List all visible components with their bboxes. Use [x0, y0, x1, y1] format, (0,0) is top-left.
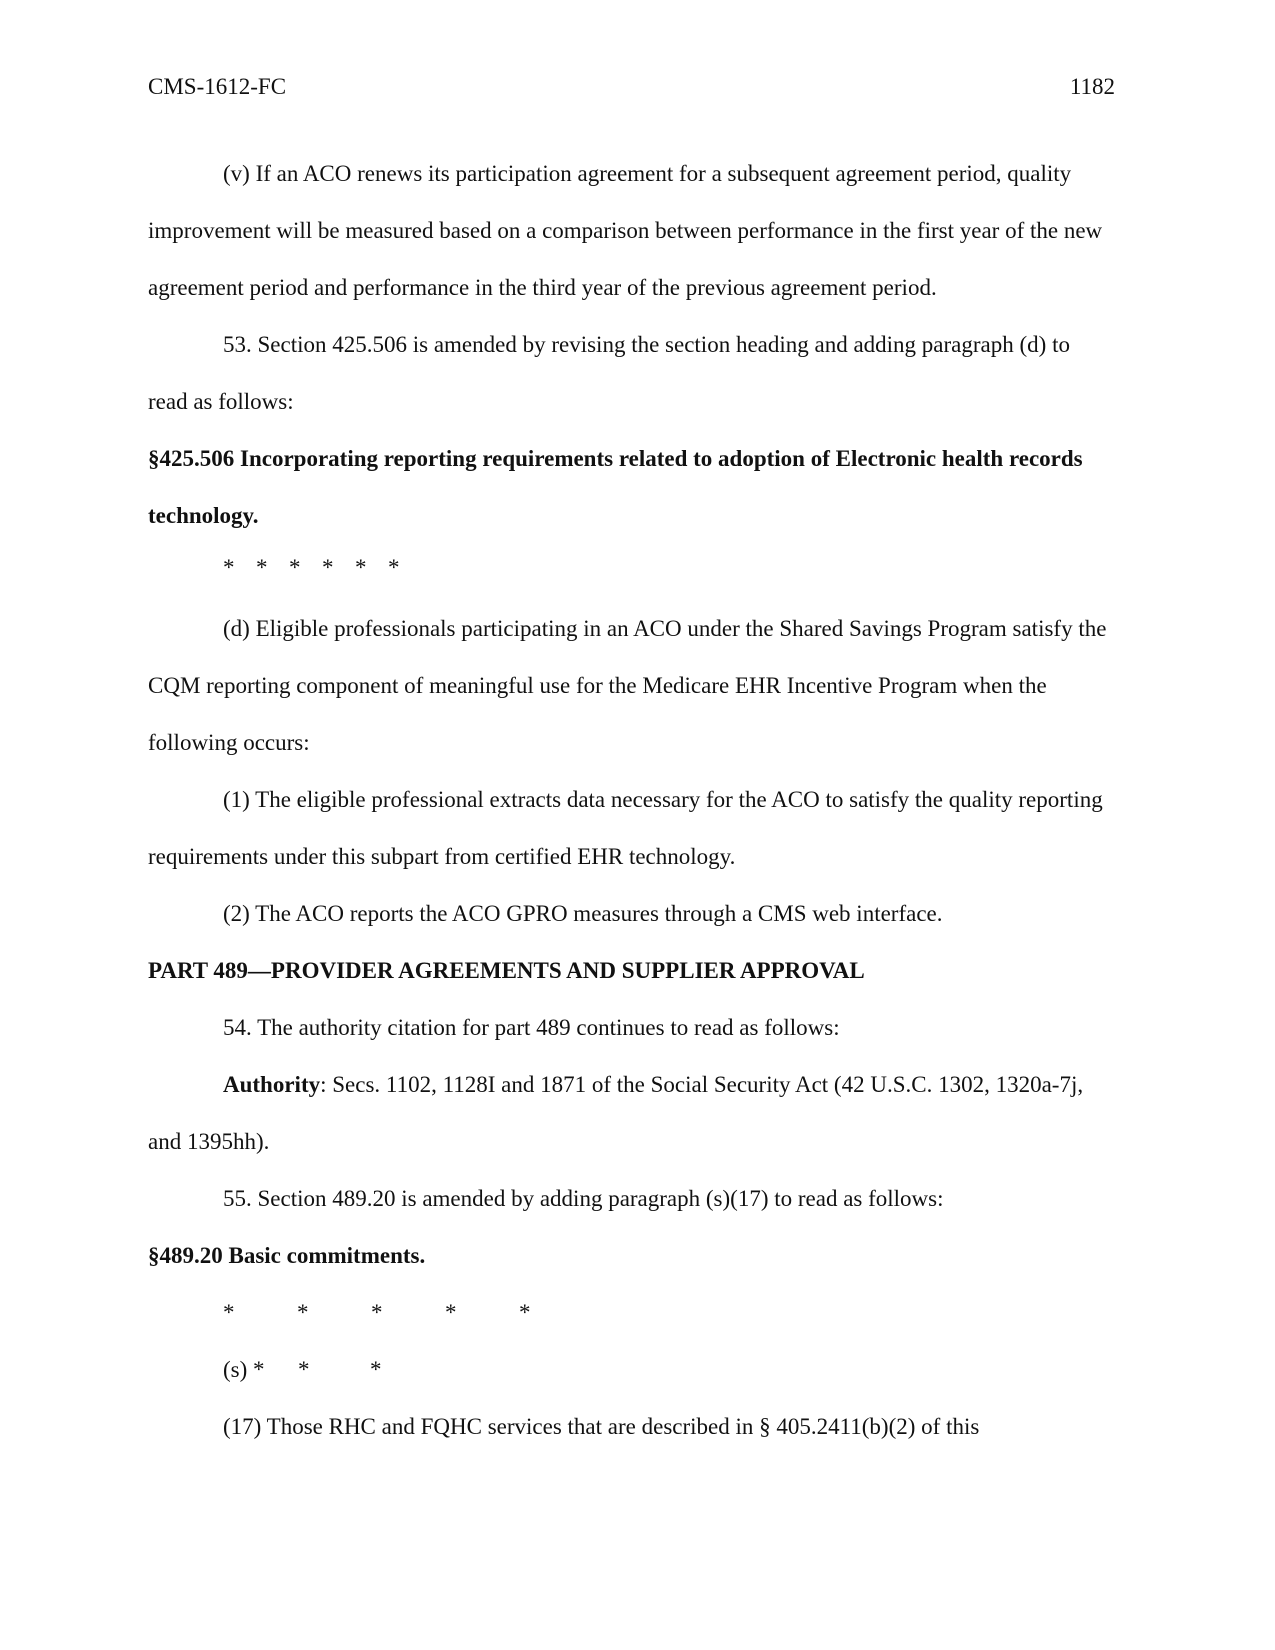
star: * [289, 555, 301, 580]
part-489-heading: PART 489—PROVIDER AGREEMENTS AND SUPPLIER APPROVAL [148, 958, 865, 983]
paragraph-s-omission [148, 1341, 1108, 1398]
amendment-item-55: 55. Section 489.20 is amended by adding paragraph (s)(17) to read as follows: [223, 1186, 944, 1211]
star: * [388, 555, 400, 580]
page-number: 1182 [1069, 74, 1115, 99]
section-heading-425-506: §425.506 Incorporating reporting requirements related to adoption of Electronic health records technology. [148, 446, 1083, 528]
star: * [298, 1357, 310, 1382]
star: * [355, 555, 367, 580]
authority-label: Authority [223, 1072, 321, 1097]
authority-citation [148, 1056, 1108, 1170]
star: * [223, 555, 235, 580]
star: * [223, 1300, 235, 1325]
authority-text: : Secs. 1102, 1128I and 1871 of the Social Security Act (42 U.S.C. 1302, 1320a-7j, and 1395hh). [148, 1072, 1084, 1154]
star: * [445, 1300, 457, 1325]
document-id: CMS-1612-FC [148, 74, 287, 99]
s-label: (s) * [223, 1357, 265, 1382]
document-body [148, 145, 1108, 1455]
amendment-item-54: 54. The authority citation for part 489 continues to read as follows: [223, 1015, 840, 1040]
paragraph-v: (v) If an ACO renews its participation agreement for a subsequent agreement period, quality improvement will be measured based on a comparison between performance in the first year of the new agreement period and performance in the third year of the previous agreement period. [148, 161, 1103, 300]
omission-stars-2 [148, 1284, 1108, 1341]
star: * [370, 1357, 382, 1382]
star: * [519, 1300, 531, 1325]
paragraph-d: (d) Eligible professionals participating in an ACO under the Shared Savings Program satisfy the CQM reporting component of meaningful use for the Medicare EHR Incentive Program when the following occurs: [148, 616, 1107, 755]
paragraph-d-1: (1) The eligible professional extracts data necessary for the ACO to satisfy the quality reporting requirements under this subpart from certified EHR technology. [148, 787, 1103, 869]
paragraph-d-2: (2) The ACO reports the ACO GPRO measures through a CMS web interface. [223, 901, 943, 926]
star: * [371, 1300, 383, 1325]
omission-stars-1 [148, 544, 1108, 592]
paragraph-17: (17) Those RHC and FQHC services that are described in § 405.2411(b)(2) of this [223, 1414, 980, 1439]
section-heading-489-20: §489.20 Basic commitments. [148, 1243, 426, 1268]
star: * [297, 1300, 309, 1325]
star: * [256, 555, 268, 580]
amendment-item-53: 53. Section 425.506 is amended by revising the section heading and adding paragraph (d) to read as follows: [148, 332, 1070, 414]
star: * [322, 555, 334, 580]
